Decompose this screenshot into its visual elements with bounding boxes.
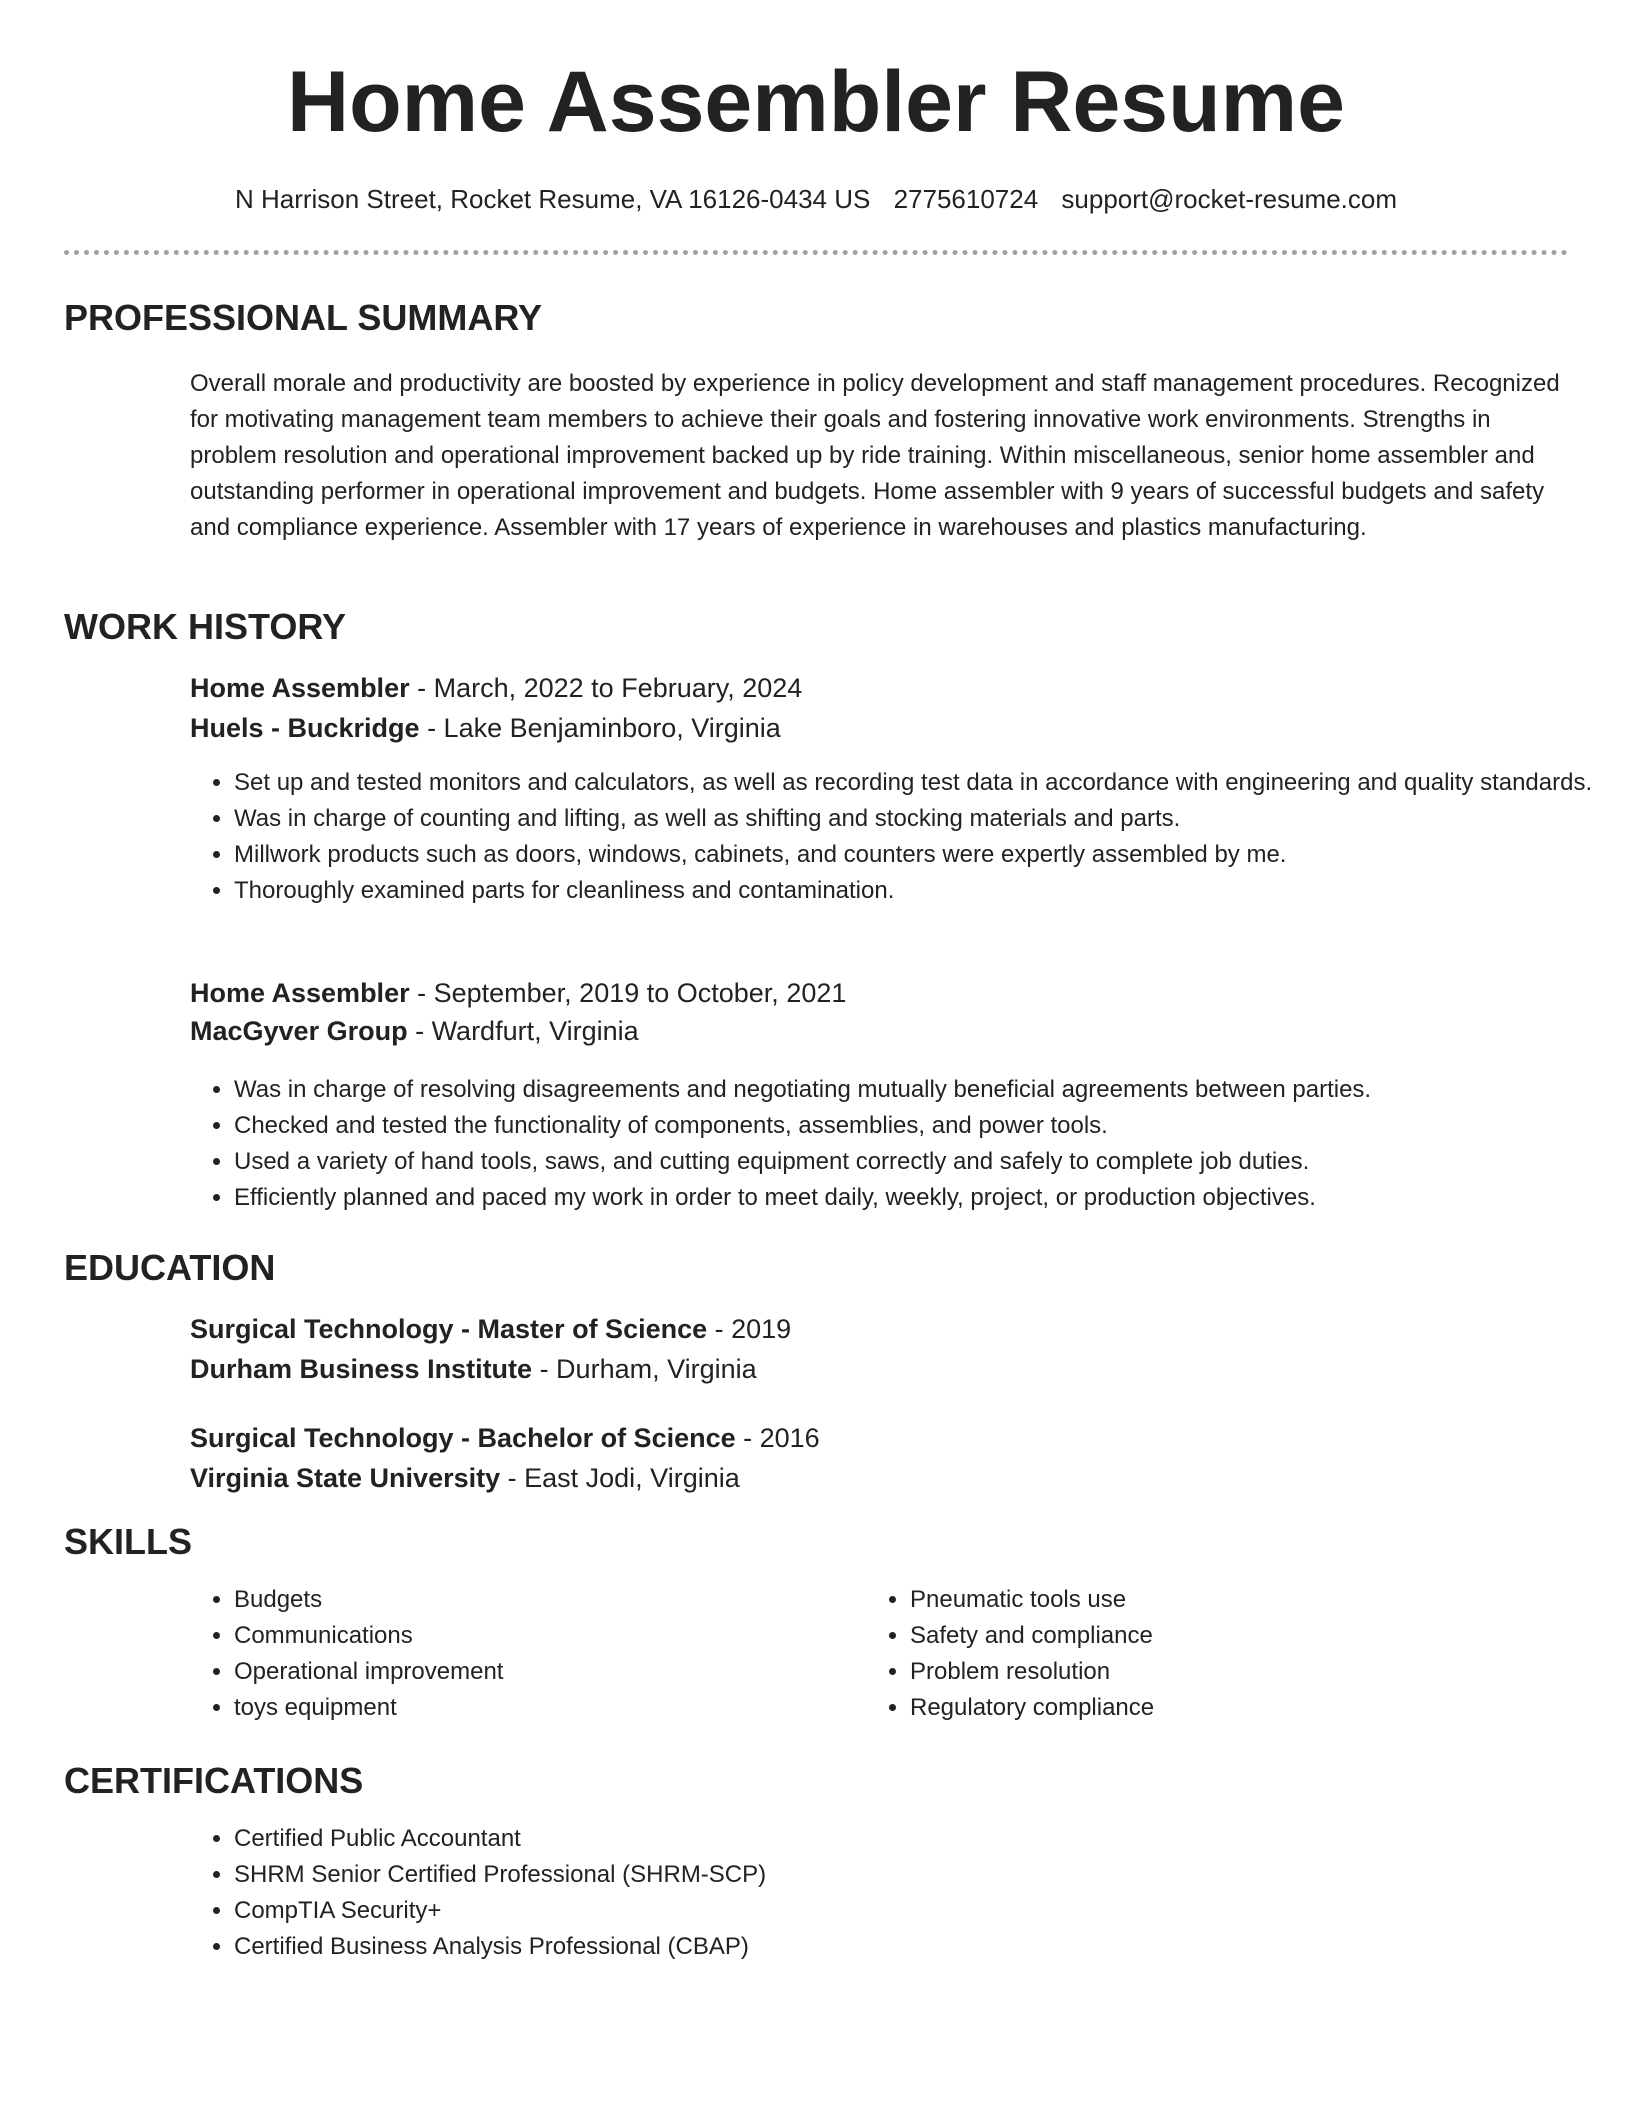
contact-line bbox=[0, 182, 1632, 216]
job-duty: • Efficiently planned and paced my work in order to meet daily, weekly, project, or production objectives. bbox=[234, 1180, 1604, 1216]
skill-item: • Regulatory compliance bbox=[910, 1690, 1550, 1726]
education-school: Durham Business Institute bbox=[190, 1354, 533, 1384]
section-title-certifications: CERTIFICATIONS bbox=[64, 1760, 364, 1801]
section-title-summary: PROFESSIONAL SUMMARY bbox=[64, 297, 543, 338]
contact-phone: 2775610724 bbox=[893, 184, 1039, 214]
education-location: - East Jodi, Virginia bbox=[500, 1463, 740, 1493]
section-title-work-history: WORK HISTORY bbox=[64, 606, 347, 647]
job-duty: • Checked and tested the functionality of components, assemblies, and power tools. bbox=[234, 1108, 1604, 1144]
skill-item: • Operational improvement bbox=[234, 1654, 874, 1690]
job-company: MacGyver Group bbox=[190, 1016, 408, 1046]
education-school-line bbox=[190, 1458, 1560, 1498]
job-company-line bbox=[190, 1011, 1560, 1051]
skills-list-left bbox=[190, 1582, 874, 1726]
job-duty: • Thoroughly examined parts for cleanliness and contamination. bbox=[234, 873, 1604, 909]
education-school-line bbox=[190, 1349, 1560, 1389]
skill-item: • Safety and compliance bbox=[910, 1618, 1550, 1654]
certifications-list bbox=[190, 1821, 1604, 1965]
job-company-line bbox=[190, 708, 1560, 748]
job-duty: • Used a variety of hand tools, saws, and cutting equipment correctly and safely to complete job duties. bbox=[234, 1144, 1604, 1180]
education-year: - 2016 bbox=[735, 1423, 820, 1453]
skills-list-right bbox=[866, 1582, 1550, 1726]
job-role: Home Assembler bbox=[190, 673, 410, 703]
job-role: Home Assembler bbox=[190, 978, 410, 1008]
job-duty: • Millwork products such as doors, windows, cabinets, and counters were expertly assembled by me. bbox=[234, 837, 1604, 873]
education-school: Virginia State University bbox=[190, 1463, 501, 1493]
job-dates: - September, 2019 to October, 2021 bbox=[409, 978, 847, 1008]
job-duties-list bbox=[190, 1072, 1604, 1216]
job-title-line bbox=[190, 668, 1560, 708]
job-duty: • Set up and tested monitors and calculators, as well as recording test data in accordance with engineering and quality standards. bbox=[234, 765, 1604, 801]
summary-text: Overall morale and productivity are boosted by experience in policy development and staff management procedures. Recognized for motivating management team members to achieve their goals and fostering innovative work environments. Strengths in problem resolution and operational improvement backed up by ride training. Within miscellaneous, senior home assembler and outstanding performer in operational improvement and budgets. Home assembler with 9 years of successful budgets and safety and compliance experience. Assembler with 17 years of experience in warehouses and plastics manufacturing. bbox=[190, 370, 1560, 541]
job-title-line bbox=[190, 973, 1560, 1013]
education-degree-line bbox=[190, 1309, 1560, 1349]
skill-item: • Budgets bbox=[234, 1582, 874, 1618]
skill-item: • Pneumatic tools use bbox=[910, 1582, 1550, 1618]
certification-item: • SHRM Senior Certified Professional (SHRM-SCP) bbox=[234, 1857, 1604, 1893]
skill-item: • toys equipment bbox=[234, 1690, 874, 1726]
certification-item: • Certified Business Analysis Professional (CBAP) bbox=[234, 1929, 1604, 1965]
job-location: - Lake Benjaminboro, Virginia bbox=[419, 713, 781, 743]
section-title-education: EDUCATION bbox=[64, 1247, 276, 1288]
skill-item: • Communications bbox=[234, 1618, 874, 1654]
education-degree-line bbox=[190, 1418, 1560, 1458]
job-dates: - March, 2022 to February, 2024 bbox=[409, 673, 803, 703]
job-company: Huels - Buckridge bbox=[190, 713, 420, 743]
contact-address: N Harrison Street, Rocket Resume, VA 16126-0434 US bbox=[234, 184, 871, 214]
contact-email: support@rocket-resume.com bbox=[1061, 184, 1398, 214]
education-location: - Durham, Virginia bbox=[532, 1354, 757, 1384]
resume-title: Home Assembler Resume bbox=[287, 54, 1345, 150]
job-duties-list bbox=[190, 765, 1604, 909]
education-degree: Surgical Technology - Master of Science bbox=[190, 1314, 708, 1344]
education-year: - 2019 bbox=[707, 1314, 792, 1344]
job-location: - Wardfurt, Virginia bbox=[407, 1016, 639, 1046]
header-divider bbox=[64, 250, 1568, 255]
education-degree: Surgical Technology - Bachelor of Science bbox=[190, 1423, 736, 1453]
certification-item: • Certified Public Accountant bbox=[234, 1821, 1604, 1857]
job-duty: • Was in charge of counting and lifting, as well as shifting and stocking materials and parts. bbox=[234, 801, 1604, 837]
section-title-skills: SKILLS bbox=[64, 1521, 193, 1562]
skill-item: • Problem resolution bbox=[910, 1654, 1550, 1690]
job-duty: • Was in charge of resolving disagreements and negotiating mutually beneficial agreements between parties. bbox=[234, 1072, 1604, 1108]
certification-item: • CompTIA Security+ bbox=[234, 1893, 1604, 1929]
